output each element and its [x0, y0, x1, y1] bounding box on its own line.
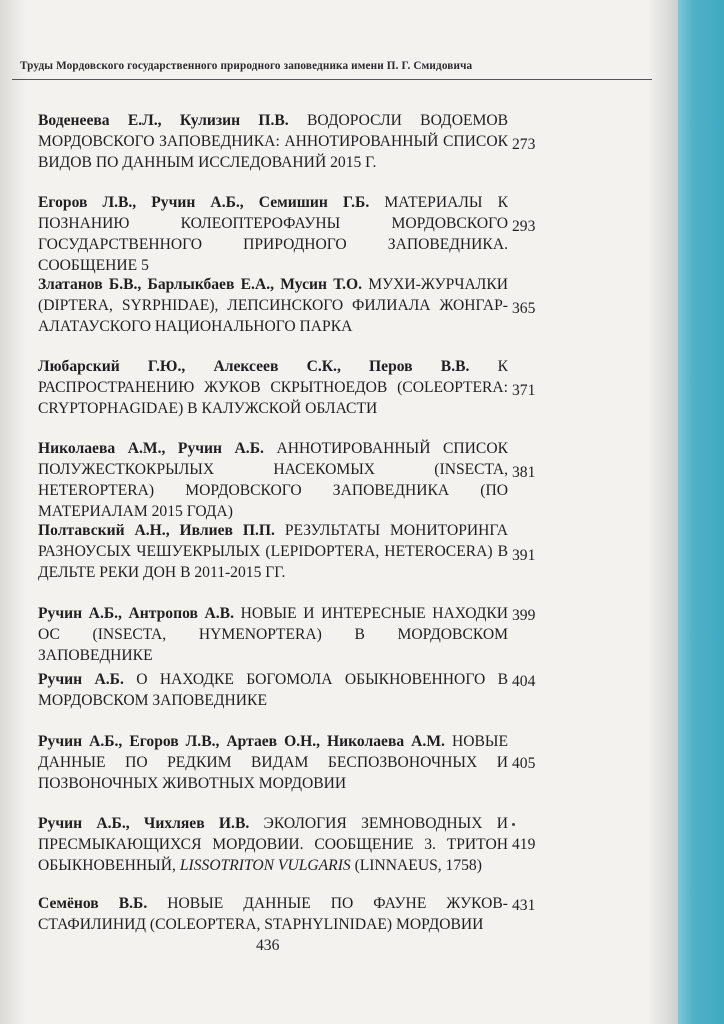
- toc-entry-title: НОВЫЕ ДАННЫЕ ПО РЕДКИМ ВИДАМ БЕСПОЗВОНОЧНЫХ И ПОЗВОНОЧНЫХ ЖИВОТНЫХ МОРДОВИИ: [38, 733, 508, 792]
- toc-entry-authors: Ручин А.Б., Чихляев И.В.: [38, 815, 250, 832]
- toc-entry-text: [38, 520, 508, 583]
- page-folio: 436: [256, 937, 280, 954]
- toc-entry-text: [38, 813, 508, 876]
- header-rule: [12, 79, 652, 80]
- toc-entry: [38, 893, 508, 935]
- page-edge-shadow: [648, 0, 680, 1024]
- toc-entry-page: 419: [512, 836, 536, 853]
- toc-entry: [38, 274, 508, 337]
- toc-entry-authors: Ручин А.Б., Антропов А.В.: [38, 605, 234, 622]
- toc-entry: [38, 813, 508, 876]
- toc-entry-page: 391: [512, 547, 536, 564]
- toc-entry-page: 273: [512, 136, 536, 153]
- toc-entry-authors: Семёнов В.Б.: [38, 895, 148, 912]
- toc-entry: [38, 731, 508, 794]
- toc-entry: [38, 192, 508, 276]
- toc-entry-authors: Егоров Л.В., Ручин А.Б., Семишин Г.Б.: [38, 194, 370, 211]
- running-header: Труды Мордовского государственного природного заповедника имени П. Г. Смидовича: [20, 60, 473, 72]
- toc-entry-text: [38, 731, 508, 794]
- page-gutter-shadow: [0, 0, 26, 1024]
- toc-entry-authors: Ручин А.Б., Егоров Л.В., Артаев О.Н., Николаева А.М.: [38, 733, 445, 750]
- toc-entry-authors: Любарский Г.Ю., Алексеев С.К., Перов В.В.: [38, 358, 470, 375]
- toc-entry-authors: Воденеева Е.Л., Кулизин П.В.: [38, 112, 289, 129]
- toc-entry: [38, 356, 508, 419]
- toc-entry: [38, 438, 508, 522]
- toc-entry-title: НОВЫЕ И ИНТЕРЕСНЫЕ НАХОДКИ ОС (INSECTA, HYMENOPTERA) В МОРДОВСКОМ ЗАПОВЕДНИКЕ: [38, 605, 508, 664]
- toc-entry-page: 404: [512, 673, 536, 690]
- toc-entry-text: [38, 603, 508, 666]
- toc-entry-text: [38, 192, 508, 276]
- toc-entry-page: 431: [512, 897, 536, 914]
- toc-entry-authors: Полтавский А.Н., Ивлиев П.П.: [38, 522, 275, 539]
- book-cover-edge: [678, 0, 724, 1024]
- toc-entry-text: [38, 669, 508, 711]
- toc-entry-title: К РАСПРОСТРАНЕНИЮ ЖУКОВ СКРЫТНОЕДОВ (COLEOPTERA: CRYPTOPHAGIDAE) В КАЛУЖСКОЙ ОБЛАСТИ: [38, 358, 508, 417]
- toc-entry-title: НОВЫЕ ДАННЫЕ ПО ФАУНЕ ЖУКОВ-СТАФИЛИНИД (COLEOPTERA, STAPHYLINIDAE) МОРДОВИИ: [38, 895, 508, 933]
- toc-entry-text: [38, 110, 508, 173]
- toc-entry-title: МАТЕРИАЛЫ К ПОЗНАНИЮ КОЛЕОПТЕРОФАУНЫ МОРДОВСКОГО ГОСУДАРСТВЕННОГО ПРИРОДНОГО ЗАПОВЕДНИКА. СООБЩЕНИЕ 5: [38, 194, 509, 274]
- toc-entry-page: 399: [512, 607, 536, 624]
- toc-entry-text: [38, 356, 508, 419]
- toc-entry-authors: Николаева А.М., Ручин А.Б.: [38, 440, 264, 457]
- toc-entry: [38, 110, 508, 173]
- toc-entry-page: 371: [512, 382, 536, 399]
- toc-entry-page: 381: [512, 464, 536, 481]
- toc-entry-title: МУХИ-ЖУРЧАЛКИ (DIPTERA, SYRPHIDAE), ЛЕПСИНСКОГО ФИЛИАЛА ЖОНГАР-АЛАТАУСКОГО НАЦИОНАЛЬНОГО ПАРКА: [38, 276, 508, 335]
- toc-entry-page: 365: [512, 300, 536, 317]
- toc-entry-title: РЕЗУЛЬТАТЫ МОНИТОРИНГА РАЗНОУСЫХ ЧЕШУЕКРЫЛЫХ (LEPIDOPTERA, HETEROCERA) В ДЕЛЬТЕ РЕКИ ДОН В 2011-2015 ГГ.: [38, 522, 508, 581]
- toc-entry-text: [38, 893, 508, 935]
- toc-entry-title: ВОДОРОСЛИ ВОДОЕМОВ МОРДОВСКОГО ЗАПОВЕДНИКА: АННОТИРОВАННЫЙ СПИСОК ВИДОВ ПО ДАННЫМ ИССЛЕДОВАНИЙ 2015 Г.: [38, 112, 509, 171]
- toc-entry-page: 405: [512, 755, 536, 772]
- toc-entry-title: О НАХОДКЕ БОГОМОЛА ОБЫКНОВЕННОГО В МОРДОВСКОМ ЗАПОВЕДНИКЕ: [38, 671, 508, 709]
- toc-entry: [38, 669, 508, 711]
- toc-entry-species: LISSOTRITON VULGARIS: [179, 857, 351, 874]
- toc-entry: [38, 520, 508, 583]
- toc-entry-text: [38, 274, 508, 337]
- toc-entry-title: АННОТИРОВАННЫЙ СПИСОК ПОЛУЖЕСТКОКРЫЛЫХ НАСЕКОМЫХ (INSECTA, HETEROPTERA) МОРДОВСКОГО ЗАПОВЕДНИКА (ПО МАТЕРИАЛАМ 2015 ГОДА): [38, 440, 508, 520]
- scan-speck: [512, 823, 515, 826]
- toc-entry-title: ЭКОЛОГИЯ ЗЕМНОВОДНЫХ И ПРЕСМЫКАЮЩИХСЯ МОРДОВИИ. СООБЩЕНИЕ 3. ТРИТОН ОБЫКНОВЕННЫЙ,: [38, 815, 509, 874]
- toc-entry: [38, 603, 508, 666]
- toc-entry-page: 293: [512, 218, 536, 235]
- toc-entry-title-tail: (LINNAEUS, 1758): [354, 857, 482, 874]
- toc-entry-authors: Ручин А.Б.: [38, 671, 124, 688]
- toc-entry-text: [38, 438, 508, 522]
- toc-entry-authors: Златанов Б.В., Барлыкбаев Е.А., Мусин Т.О.: [38, 276, 362, 293]
